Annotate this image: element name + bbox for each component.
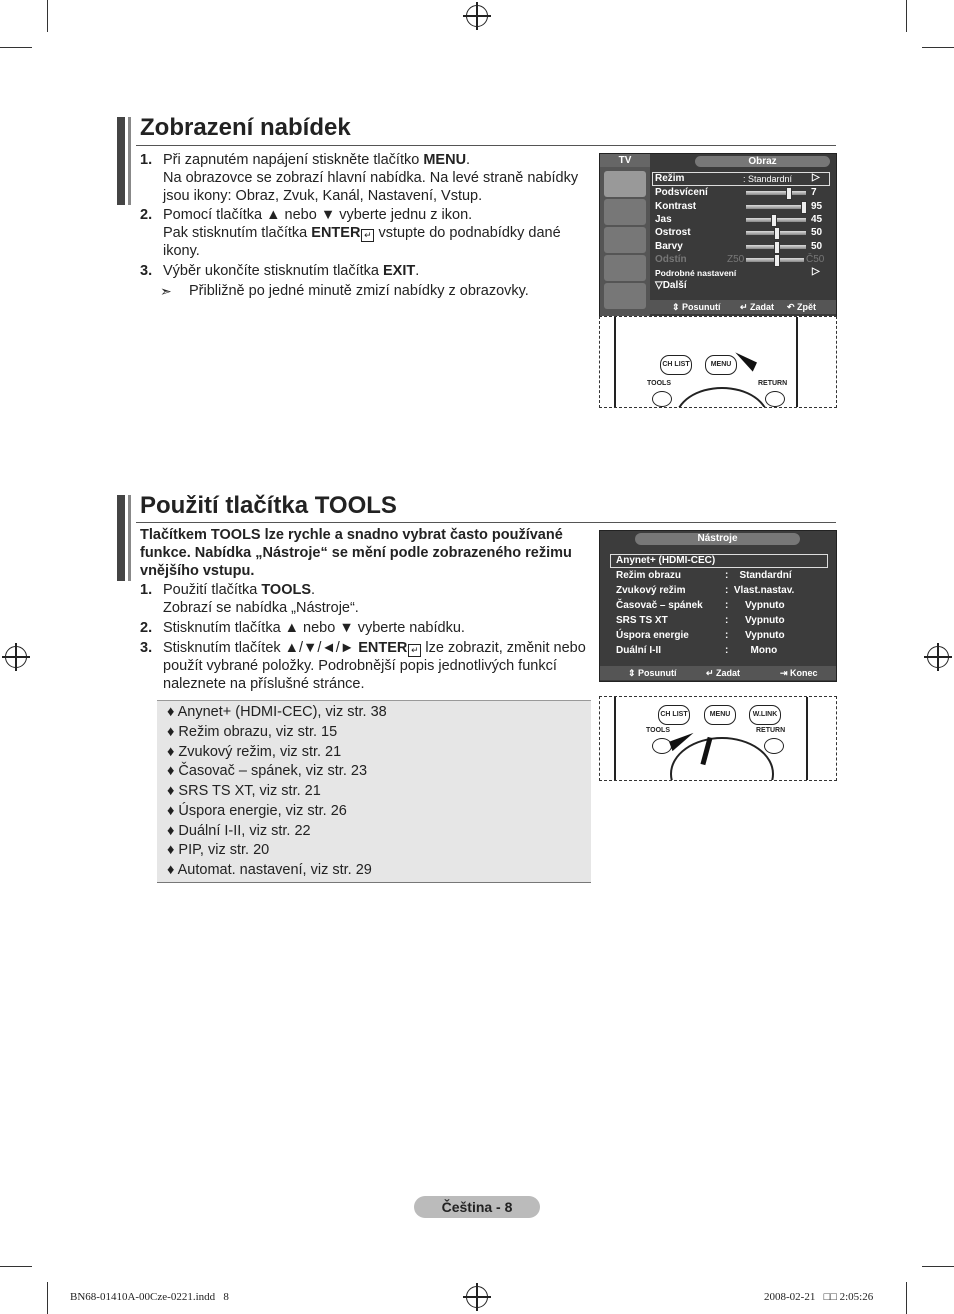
step-1-text: Použití tlačítka TOOLS. Zobrazí se nabídka „Nástroje“. — [163, 582, 359, 616]
submenu-arrow-icon: ▷ — [812, 172, 820, 183]
print-timestamp: 2008-02-21 □□ 2:05:26 — [764, 1291, 874, 1303]
menu-row-value: : Vypnuto — [725, 600, 785, 611]
step-3-text: Výběr ukončíte stisknutím tlačítka EXIT. — [163, 263, 420, 279]
tv-menu-screen — [599, 153, 837, 317]
menu-row-label[interactable]: Časovač – spánek — [616, 600, 703, 611]
more-label[interactable]: ▽Další — [655, 280, 687, 291]
level-slider-knob[interactable] — [774, 241, 780, 254]
step-number: 1. — [140, 152, 153, 168]
menu-row-label[interactable]: Zvukový režim — [616, 585, 686, 596]
menu-row-value: : Standardní — [743, 174, 793, 184]
menu-button[interactable]: MENU — [704, 705, 736, 725]
level-slider-knob[interactable] — [801, 201, 807, 214]
file-info: BN68-01410A-00Cze-0221.indd 8 — [70, 1291, 229, 1303]
note-arrow-icon: ➣ — [160, 283, 172, 299]
menu-row-label[interactable]: Režim obrazu — [616, 570, 682, 581]
menu-footer — [600, 666, 836, 680]
registration-mark-icon — [5, 646, 27, 668]
reference-list-box — [157, 700, 591, 883]
menu-header: Nástroje — [635, 533, 800, 545]
tint-left-value: Z50 — [727, 254, 745, 265]
tools-button[interactable] — [652, 391, 672, 407]
submenu-arrow-icon: ▷ — [812, 266, 820, 277]
step-2-text: Stisknutím tlačítka ▲ nebo ▼ vyberte nabídku. — [163, 620, 465, 636]
crop-mark — [922, 47, 954, 48]
return-button[interactable] — [764, 738, 784, 754]
menu-row-label[interactable]: Anynet+ (HDMI-CEC) — [616, 555, 716, 566]
menu-row-value: 95 — [811, 201, 823, 212]
menu-row-label[interactable]: Duální I-II — [616, 645, 661, 656]
setup-icon — [604, 255, 646, 281]
list-item: ♦ Anynet+ (HDMI-CEC), viz str. 38 — [167, 704, 387, 720]
list-item: ♦ PIP, viz str. 20 — [167, 842, 270, 858]
list-item: ♦ Duální I-II, viz str. 22 — [167, 823, 311, 839]
back-hint: ↶ Zpět — [787, 302, 817, 312]
move-hint: ⇕ Posunutí — [672, 302, 721, 312]
registration-mark-icon — [466, 5, 488, 27]
menu-icon-column — [600, 154, 650, 316]
section-accent-bar — [117, 117, 125, 205]
step-number: 3. — [140, 263, 153, 279]
registration-mark-icon — [466, 1286, 488, 1308]
crop-mark — [906, 1282, 907, 1314]
level-slider[interactable] — [746, 191, 806, 195]
level-slider-knob[interactable] — [786, 187, 792, 200]
channel-icon — [604, 227, 646, 253]
section-rule — [136, 522, 836, 523]
remote-control-illustration — [599, 316, 837, 408]
return-button[interactable] — [765, 391, 785, 407]
tools-label: TOOLS — [647, 380, 671, 387]
section-title: Použití tlačítka TOOLS — [140, 492, 397, 519]
input-icon — [604, 283, 646, 309]
note-text: Přibližně po jedné minutě zmizí nabídky z obrazovky. — [189, 283, 529, 299]
sound-icon — [604, 199, 646, 225]
crop-mark — [47, 0, 48, 32]
menu-row-label[interactable]: Podrobné nastavení — [655, 268, 737, 278]
menu-row-value: 50 — [811, 241, 823, 252]
list-item: ♦ SRS TS XT, viz str. 21 — [167, 783, 321, 799]
registration-mark-icon — [927, 646, 949, 668]
crop-mark — [922, 1266, 954, 1267]
menu-row-label[interactable]: Úspora energie — [616, 630, 689, 641]
enter-icon: ↵ — [408, 644, 421, 657]
list-item: ♦ Časovač – spánek, viz str. 23 — [167, 763, 368, 779]
menu-row-label[interactable]: Režim — [655, 173, 685, 184]
move-hint: ⇕ Posunutí — [628, 668, 677, 678]
step-number: 3. — [140, 640, 153, 656]
menu-row-value: : Vypnuto — [725, 615, 785, 626]
menu-row-value: : Standardní — [725, 570, 792, 581]
menu-row-label[interactable]: Jas — [655, 214, 672, 225]
tint-right-value: Č50 — [806, 254, 825, 265]
menu-row-label[interactable]: Odstín — [655, 254, 687, 265]
crop-mark — [906, 0, 907, 32]
menu-row-value: 50 — [811, 227, 823, 238]
enter-hint: ↵ Zadat — [706, 668, 741, 678]
menu-row-label[interactable]: Podsvícení — [655, 187, 708, 198]
list-item: ♦ Režim obrazu, viz str. 15 — [167, 724, 338, 740]
menu-button[interactable]: MENU — [705, 355, 737, 375]
menu-row-value: : Vypnuto — [725, 630, 785, 641]
menu-row-label[interactable]: SRS TS XT — [616, 615, 668, 626]
menu-row-label[interactable]: Kontrast — [655, 201, 697, 212]
step-1-text: Při zapnutém napájení stiskněte tlačítko MENU. Na obrazovce se zobrazí hlavní nabídka. Na levé straně nabídky jsou ikony: Obraz, Zvuk, Kanál, Nastavení, Vstup. — [163, 152, 579, 204]
level-slider-knob[interactable] — [774, 227, 780, 240]
tools-menu-screen — [599, 530, 837, 682]
wlink-button[interactable]: W.LINK — [749, 705, 781, 725]
menu-row-value: : Vlast.nastav. — [725, 585, 795, 596]
step-number: 1. — [140, 582, 153, 598]
menu-row-label[interactable]: Ostrost — [655, 227, 691, 238]
step-number: 2. — [140, 207, 153, 223]
ch-list-button[interactable]: CH LIST — [658, 705, 690, 725]
menu-header: Obraz — [695, 156, 830, 167]
section-rule — [136, 145, 836, 146]
level-slider[interactable] — [746, 205, 806, 209]
return-label: RETURN — [758, 380, 788, 387]
step-number: 2. — [140, 620, 153, 636]
tools-label: TOOLS — [646, 727, 670, 734]
remote-control-illustration — [599, 696, 837, 781]
menu-footer — [650, 300, 836, 314]
tint-slider-knob[interactable] — [774, 254, 780, 267]
list-item: ♦ Úspora energie, viz str. 26 — [167, 803, 347, 819]
crop-mark — [47, 1282, 48, 1314]
level-slider-knob[interactable] — [771, 214, 777, 227]
step-2-text: Pomocí tlačítka ▲ nebo ▼ vyberte jednu z ikon. Pak stisknutím tlačítka ENTER ↵ vstupte do podnabídky dané ikony. — [163, 207, 561, 259]
intro-text: Tlačítkem TOOLS lze rychle a snadno vybrat často používané funkce. Nabídka „Nástroje“ se mění podle zobrazeného režimu vnějšího vstupu. — [140, 527, 572, 579]
menu-row-value: 45 — [811, 214, 823, 225]
section-accent-bar — [128, 117, 131, 205]
step-3-text: Stisknutím tlačítek ▲/▼/◄/► ENTER ↵ lze zobrazit, změnit nebo použít vybrané položky. Podrobnější popis jednotlivých funkcí naleznete na příslušné stránce. — [163, 640, 586, 692]
list-item: ♦ Zvukový režim, viz str. 21 — [167, 744, 342, 760]
section-accent-bar — [117, 495, 125, 581]
ch-list-button[interactable]: CH LIST — [660, 355, 692, 375]
section-title: Zobrazení nabídek — [140, 114, 351, 141]
enter-icon: ↵ — [361, 229, 374, 242]
crop-mark — [0, 1266, 32, 1267]
exit-hint: ⇥ Konec — [780, 668, 818, 678]
page-number-label: Čeština - 8 — [414, 1196, 540, 1218]
menu-row-value: 7 — [811, 187, 817, 198]
tv-label: TV — [600, 154, 650, 167]
menu-row-label[interactable]: Barvy — [655, 241, 683, 252]
enter-hint: ↵ Zadat — [740, 302, 775, 312]
list-item: ♦ Automat. nastavení, viz str. 29 — [167, 862, 372, 878]
section-accent-bar — [128, 495, 131, 581]
picture-icon — [604, 171, 646, 197]
crop-mark — [0, 47, 32, 48]
tools-button[interactable] — [652, 738, 672, 754]
return-label: RETURN — [756, 727, 786, 734]
menu-row-value: : Mono — [725, 645, 778, 656]
